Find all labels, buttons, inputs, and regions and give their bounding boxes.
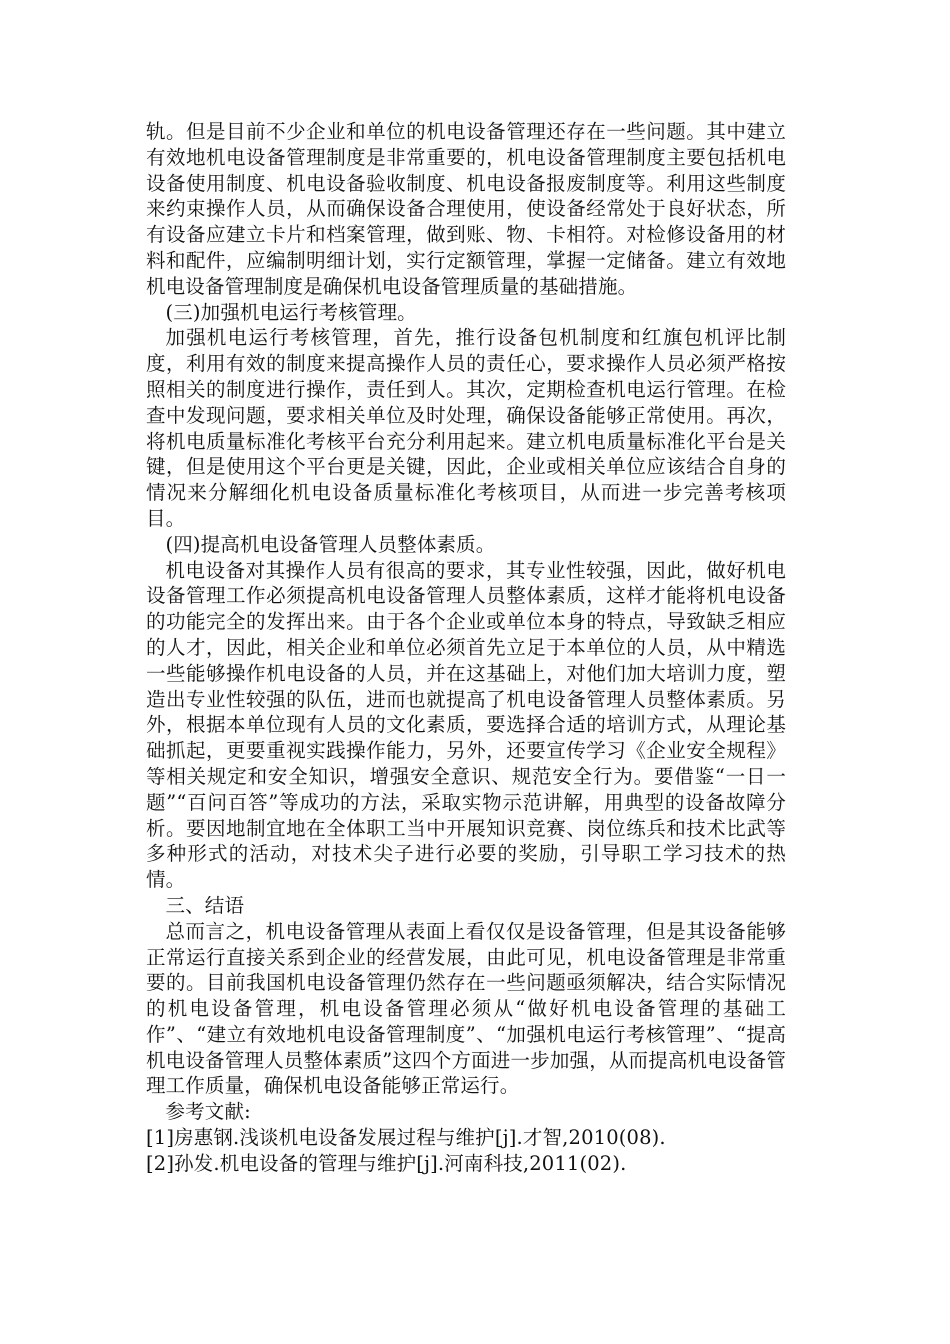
heading-references: 参考文献:	[165, 1100, 251, 1124]
paragraph-management-system: 轨。但是目前不少企业和单位的机电设备管理还存在一些问题。其中建立有效地机电设备管理制度是非常重要的，机电设备管理制度主要包括机电设备使用制度、机电设备验收制度、机电设备报废制度等。利用这些制度来约束操作人员，从而确保设备合理使用，使设备经常处于良好状态，所有设备应建立卡片和档案管理，做到账、物、卡相符。对检修设备用的材料和配件，应编制明细计划，实行定额管理，掌握一定储备。建立有效地机电设备管理制度是确保机电设备管理质量的基础措施。	[146, 120, 786, 298]
reference-item-2: [2]孙发.机电设备的管理与维护[j].河南科技,2011(02).	[146, 1151, 627, 1175]
heading-section-3: (三)加强机电运行考核管理。	[165, 300, 417, 324]
paragraph-conclusion: 总而言之，机电设备管理从表面上看仅仅是设备管理，但是其设备能够正常运行直接关系到企业的经营发展，由此可见，机电设备管理是非常重要的。目前我国机电设备管理仍然存在一些问题亟须解决，结合实际情况的机电设备管理，机电设备管理必须从“做好机电设备管理的基础工作”、“建立有效地机电设备管理制度”、“加强机电运行考核管理”、“提高机电设备管理人员整体素质”这四个方面进一步加强，从而提高机电设备管理工作质量，确保机电设备能够正常运行。	[146, 919, 786, 1098]
heading-section-4: (四)提高机电设备管理人员整体素质。	[165, 532, 496, 556]
document-body	[146, 119, 786, 1177]
paragraph-operation-assessment: 加强机电运行考核管理，首先，推行设备包机制度和红旗包机评比制度，利用有效的制度来提高操作人员的责任心，要求操作人员必须严格按照相关的制度进行操作，责任到人。其次，定期检查机电运行管理。在检查中发现问题，要求相关单位及时处理，确保设备能够正常使用。再次，将机电质量标准化考核平台充分利用起来。建立机电质量标准化平台是关键，但是使用这个平台更是关键，因此，企业或相关单位应该结合自身的情况来分解细化机电设备质量标准化考核项目，从而进一步完善考核项目。	[146, 326, 786, 530]
paragraph-staff-quality: 机电设备对其操作人员有很高的要求，其专业性较强，因此，做好机电设备管理工作必须提高机电设备管理人员整体素质，这样才能将机电设备的功能完全的发挥出来。由于各个企业或单位本身的特点，导致缺乏相应的人才，因此，相关企业和单位必须首先立足于本单位的人员，从中精选一些能够操作机电设备的人员，并在这基础上，对他们加大培训力度，塑造出专业性较强的队伍，进而也就提高了机电设备管理人员整体素质。另外，根据本单位现有人员的文化素质，要选择合适的培训方式，从理论基础抓起，更要重视实践操作能力，另外，还要宣传学习《企业安全规程》等相关规定和安全知识，增强安全意识、规范安全行为。要借鉴“一日一题”“百问百答”等成功的方法，采取实物示范讲解，用典型的设备故障分析。要因地制宜地在全体职工当中开展知识竞赛、岗位练兵和技术比武等多种形式的活动，对技术尖子进行必要的奖励，引导职工学习技术的热情。	[146, 558, 786, 892]
heading-conclusion: 三、结语	[165, 893, 245, 917]
reference-item-1: [1]房惠钢.浅谈机电设备发展过程与维护[j].才智,2010(08).	[146, 1126, 666, 1150]
